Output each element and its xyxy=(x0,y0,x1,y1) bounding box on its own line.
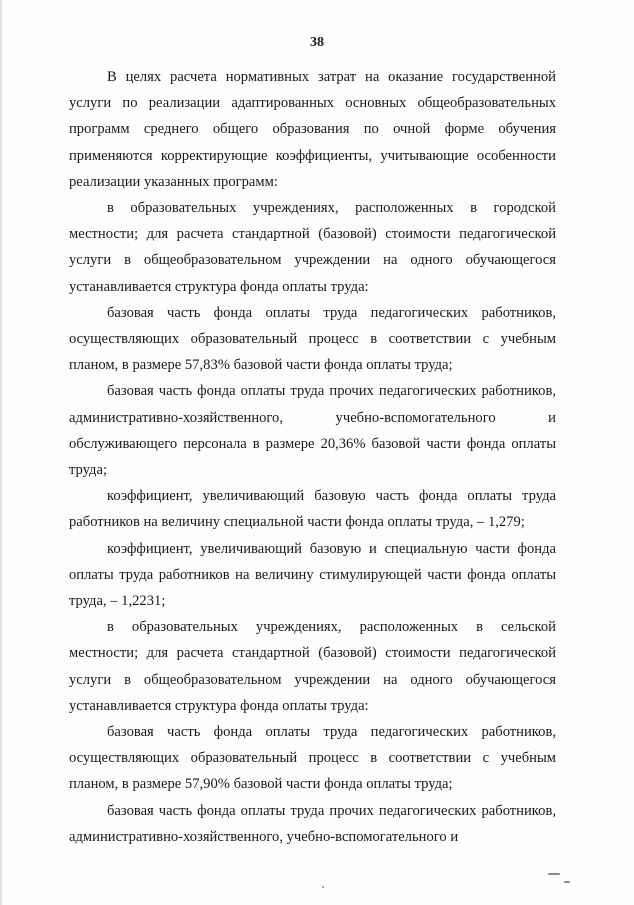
scan-edge-shadow xyxy=(0,0,3,905)
paragraph-rural-other-staff-share: базовая часть фонда оплаты труда прочих педагогических работников, административно-хозяйственного, учебно-вспомогательного и xyxy=(69,802,556,845)
paragraph-rural-schools: в образовательных учреждениях, расположенных в сельской местности; для расчета стандартной (базовой) стоимости педагогической услуги в общеобразовательном учреждении на одного обучающегося устанавливается структура фонда оплаты труда: xyxy=(69,619,556,714)
scan-speck xyxy=(564,881,570,883)
document-body xyxy=(69,64,556,850)
paragraph-urban-teaching-share: базовая часть фонда оплаты труда педагогических работников, осуществляющих образовательный процесс в соответствии с учебным планом, в размере 57,83% базовой части фонда оплаты труда; xyxy=(69,304,556,374)
paragraph-urban-other-staff-share: базовая часть фонда оплаты труда прочих педагогических работников, административно-хозяйственного, учебно-вспомогательного и обслуживающего персонала в размере 20,36% базовой части фонда оплаты труда; xyxy=(69,383,556,479)
paragraph-urban-schools: в образовательных учреждениях, расположенных в городской местности; для расчета стандартной (базовой) стоимости педагогической услуги в общеобразовательном учреждении на одного обучающегося устанавливается структура фонда оплаты труда: xyxy=(69,200,556,295)
paragraph-incentive-coefficient: коэффициент, увеличивающий базовую и специальную части фонда оплаты труда работников на величину стимулирующей части фонда оплаты труда, – 1,2231; xyxy=(69,540,556,610)
paragraph-special-coefficient: коэффициент, увеличивающий базовую часть фонда оплаты труда работников на величину специальной части фонда оплаты труда, – 1,279; xyxy=(69,488,556,531)
page-number: 38 xyxy=(310,35,324,50)
paragraph-intro: В целях расчета нормативных затрат на оказание государственной услуги по реализации адаптированных основных общеобразовательных программ среднего общего образования по очной форме обучения применяются корректирующие коэффициенты, учитывающие особенности реализации указанных программ: xyxy=(69,69,556,190)
scan-speck xyxy=(322,886,324,888)
paragraph-rural-teaching-share: базовая часть фонда оплаты труда педагогических работников, осуществляющих образовательный процесс в соответствии с учебным планом, в размере 57,90% базовой части фонда оплаты труда; xyxy=(69,724,556,793)
scan-speck xyxy=(548,873,560,875)
